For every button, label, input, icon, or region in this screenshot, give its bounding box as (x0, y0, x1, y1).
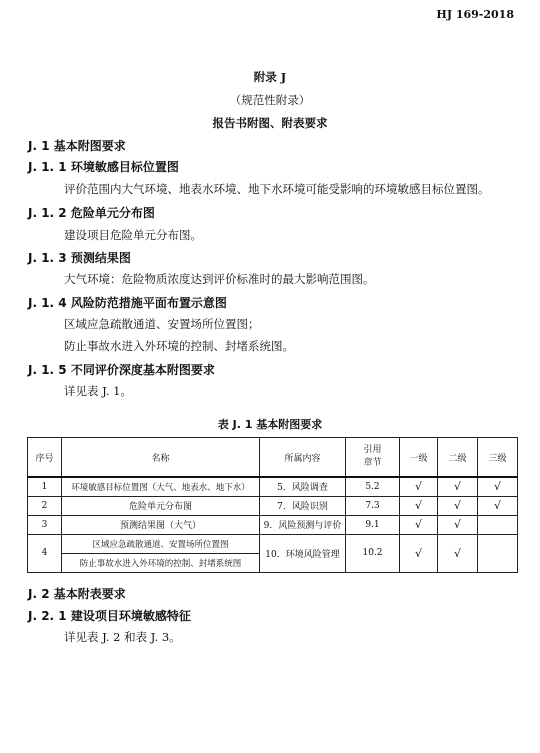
section-heading: J. 1. 1 环境敏感目标位置图 (28, 160, 179, 174)
section-heading: J. 1. 3 预测结果图 (28, 251, 131, 265)
column-header: 一级 (400, 438, 438, 478)
table-row (28, 515, 518, 534)
cell-level3: √ (478, 477, 518, 496)
column-header: 三级 (478, 438, 518, 478)
paragraph: 建设项目危险单元分布图。 (64, 228, 202, 242)
section-heading: J. 2. 1 建设项目环境敏感特征 (28, 609, 191, 623)
cell-ref: 9.1 (346, 515, 400, 534)
paragraph: 防止事故水进入外环境的控制、封堵系统图。 (64, 339, 294, 353)
column-header: 所属内容 (260, 438, 346, 478)
cell-ref: 7.3 (346, 496, 400, 515)
column-header: 名称 (62, 438, 260, 478)
cell-name: 危险单元分布图 (62, 496, 260, 515)
appendix-type: （规范性附录） (229, 93, 311, 107)
cell-level3: √ (478, 496, 518, 515)
section-heading: J. 1. 5 不同评价深度基本附图要求 (28, 363, 215, 377)
table-row (28, 496, 518, 515)
cell-level1: √ (400, 496, 438, 515)
paragraph: 区域应急疏散通道、安置场所位置图； (64, 317, 260, 331)
column-header: 引用 章节 (346, 438, 400, 478)
cell-no: 1 (28, 477, 62, 496)
cell-level1: √ (400, 477, 438, 496)
cell-name: 防止事故水进入外环境的控制、封堵系统图 (62, 553, 260, 572)
cell-name: 预测结果图（大气） (62, 515, 260, 534)
cell-level2: √ (438, 515, 478, 534)
cell-content: 7．风险识别 (260, 496, 346, 515)
column-header: 二级 (438, 438, 478, 478)
section-heading: J. 1. 4 风险防范措施平面布置示意图 (28, 296, 227, 310)
cell-level2: √ (438, 477, 478, 496)
cell-name: 区域应急疏散通道、安置场所位置图 (62, 534, 260, 553)
cell-level2: √ (438, 496, 478, 515)
paragraph: 评价范围内大气环境、地表水环境、地下水环境可能受影响的环境敏感目标位置图。 (64, 182, 490, 196)
cell-content: 9．风险预测与评价 (260, 515, 346, 534)
cell-content: 10．环境风险管理 (260, 534, 346, 572)
cell-level3 (478, 515, 518, 534)
cell-name: 环境敏感目标位置图（大气、地表水、地下水） (62, 477, 260, 496)
figure-requirements-table (27, 437, 518, 573)
table-caption: 表 J. 1 基本附图要求 (217, 418, 323, 431)
table-row (28, 534, 518, 553)
column-header: 序号 (28, 438, 62, 478)
cell-ref: 5.2 (346, 477, 400, 496)
table-row (28, 477, 518, 496)
standard-code: HJ 169-2018 (436, 8, 514, 21)
paragraph: 详见表 J. 1。 (64, 384, 132, 398)
section-heading: J. 1. 2 危险单元分布图 (28, 206, 155, 220)
paragraph: 大气环境：危险物质浓度达到评价标准时的最大影响范围图。 (64, 272, 375, 286)
appendix-subtitle: 报告书附图、附表要求 (212, 116, 328, 130)
appendix-title: 附录 J (253, 70, 287, 84)
cell-content: 5．风险调查 (260, 477, 346, 496)
cell-level3 (478, 534, 518, 572)
section-heading: J. 2 基本附表要求 (28, 587, 126, 601)
cell-ref: 10.2 (346, 534, 400, 572)
cell-no: 2 (28, 496, 62, 515)
cell-no: 3 (28, 515, 62, 534)
cell-level1: √ (400, 534, 438, 572)
paragraph: 详见表 J. 2 和表 J. 3。 (64, 630, 181, 644)
cell-no: 4 (28, 534, 62, 572)
cell-level1: √ (400, 515, 438, 534)
section-heading: J. 1 基本附图要求 (28, 139, 126, 153)
cell-level2: √ (438, 534, 478, 572)
